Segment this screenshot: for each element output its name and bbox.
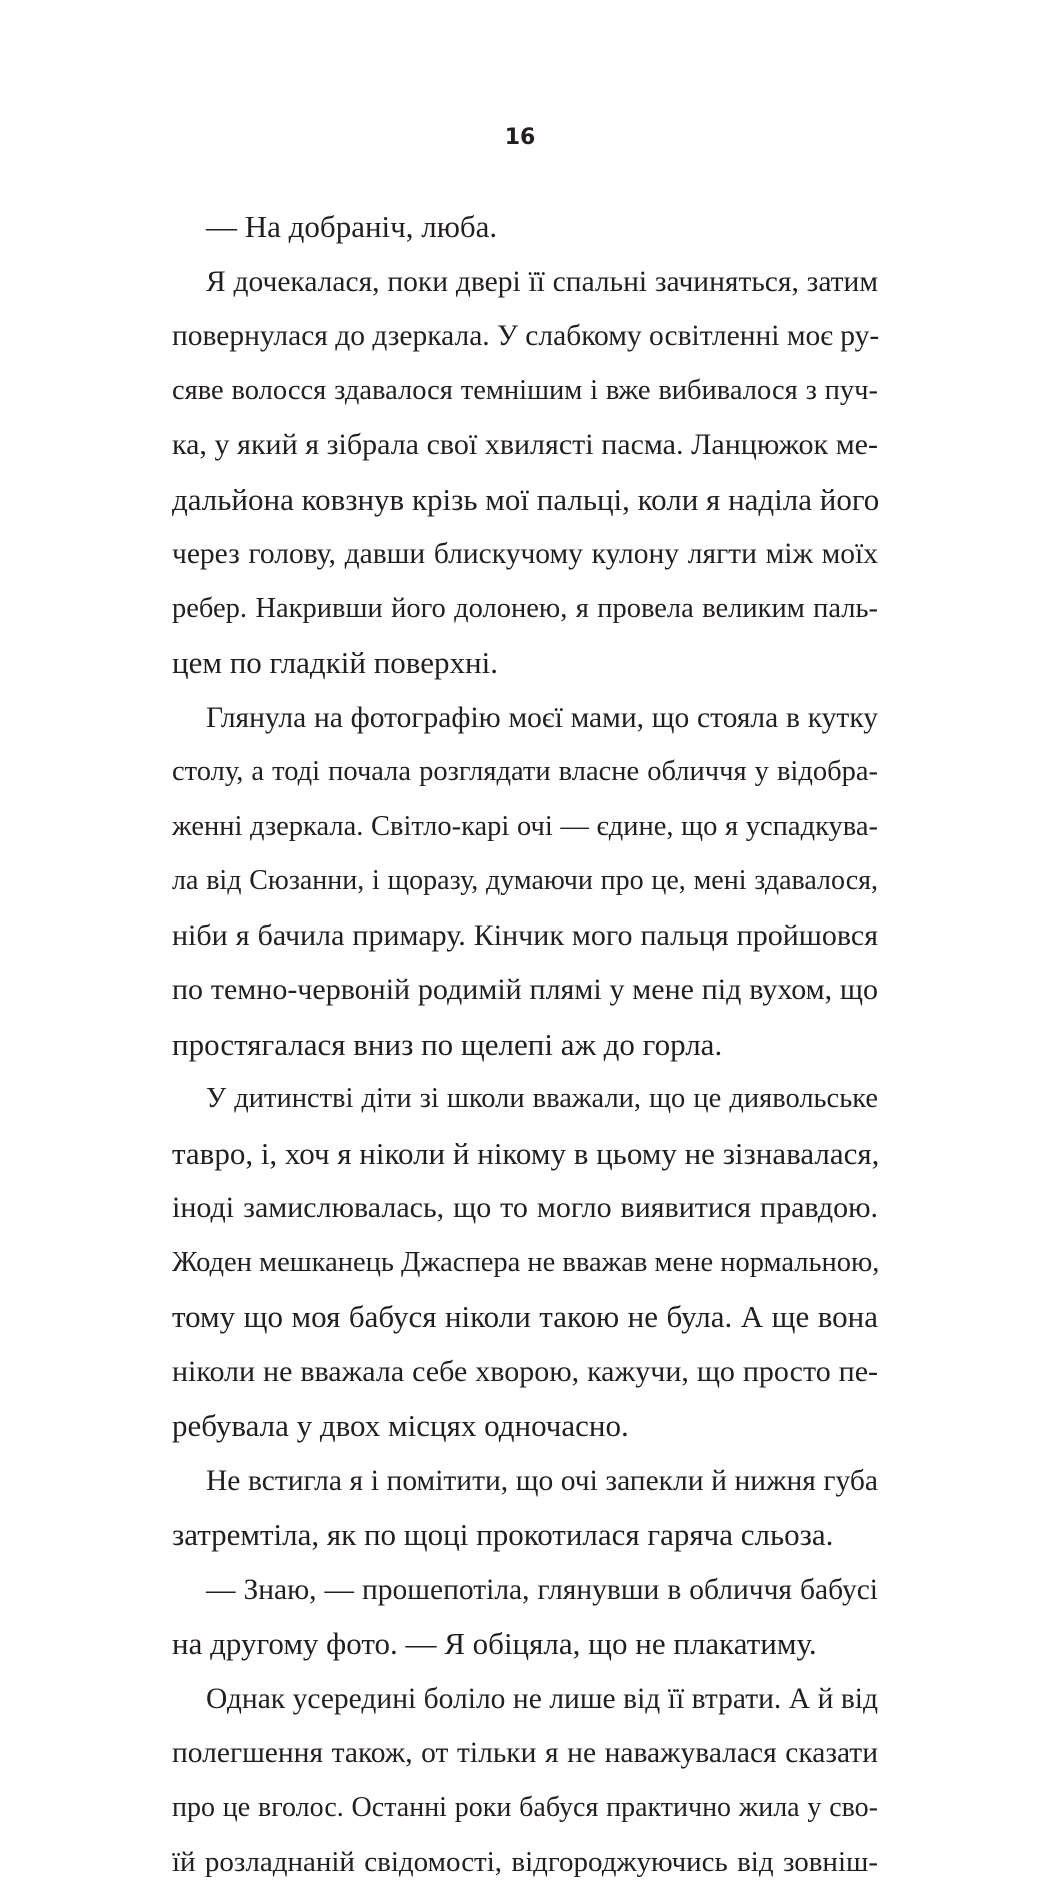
text-line: ніби я бачила примару. Кінчик мого пальця пройшовся	[172, 918, 878, 952]
text-line: Не встигла я і помітити, що очі запекли й нижня губа	[206, 1464, 878, 1497]
text-line: їй розладнаній свідомості, відгороджуючись від зовніш-	[172, 1846, 878, 1878]
text-line: дальйона ковзнув крізь мої пальці, коли я наділа його	[172, 481, 880, 517]
text-line: цем по гладкій поверхні.	[172, 645, 498, 680]
page-number: 16	[504, 125, 536, 150]
text-line: ніколи не вважала себе хворою, кажучи, що просто пе-	[172, 1354, 878, 1388]
text-line: Глянула на фотографію моєї мами, що стояла в кутку	[206, 701, 878, 734]
text-line: ребувала у двох місцях одночасно.	[172, 1408, 629, 1443]
text-line: простягалася вниз по щелепі аж до горла.	[172, 1026, 723, 1062]
text-line: — Знаю, — прошепотіла, глянувши в обличчя бабусі	[206, 1573, 878, 1606]
text-line: ла від Сюзанни, і щоразу, думаючи про це, мені здавалося,	[172, 865, 878, 896]
text-line: через голову, давши блискучому кулону лягти між моїх	[172, 538, 878, 570]
text-line: Жоден мешканець Джаспера не вважав мене нормальною,	[172, 1246, 880, 1278]
text-line: полегшення також, от тільки я не наважувалася сказати	[172, 1737, 878, 1769]
text-line: Однак усередині боліло не лише від її втрати. А й від	[206, 1682, 878, 1715]
text-line: столу, а тоді почала розглядати власне обличчя у відобра-	[172, 756, 878, 787]
text-line: тому що моя бабуся ніколи такою не була. А ще вона	[172, 1299, 878, 1334]
body-text	[172, 200, 878, 1890]
text-line: У дитинстві діти зі школи вважали, що це диявольське	[206, 1083, 878, 1114]
text-line: — На добраніч, люба.	[206, 209, 498, 244]
text-line: про це вголос. Останні роки бабуся практично жила у сво-	[172, 1791, 878, 1823]
text-line: сяве волосся здавалося темнішим і вже вибивалося з пуч-	[172, 374, 878, 406]
text-line: по темно-червоній родимій плямі у мене під вухом, що	[172, 973, 878, 1006]
text-line: затремтіла, як по щоці прокотилася гаряча сльоза.	[172, 1517, 834, 1552]
text-line: іноді замислювалась, що то могло виявитися правдою.	[172, 1191, 878, 1224]
text-line: Я дочекалася, поки двері її спальні зачиняться, затим	[206, 265, 878, 298]
text-line: ка, у який я зібрала свої хвилясті пасма. Ланцюжок ме-	[172, 428, 878, 461]
text-line: повернулася до дзеркала. У слабкому освітленні моє ру-	[172, 320, 880, 352]
text-line: ребер. Накривши його долонею, я провела великим паль-	[172, 592, 878, 624]
text-line: на другому фото. — Я обіцяла, що не плакатиму.	[172, 1626, 817, 1661]
text-line: женні дзеркала. Світло-карі очі — єдине, що я успадкува-	[172, 810, 878, 842]
text-line: тавро, і, хоч я ніколи й нікому в цьому не зізнавалася,	[172, 1135, 880, 1171]
